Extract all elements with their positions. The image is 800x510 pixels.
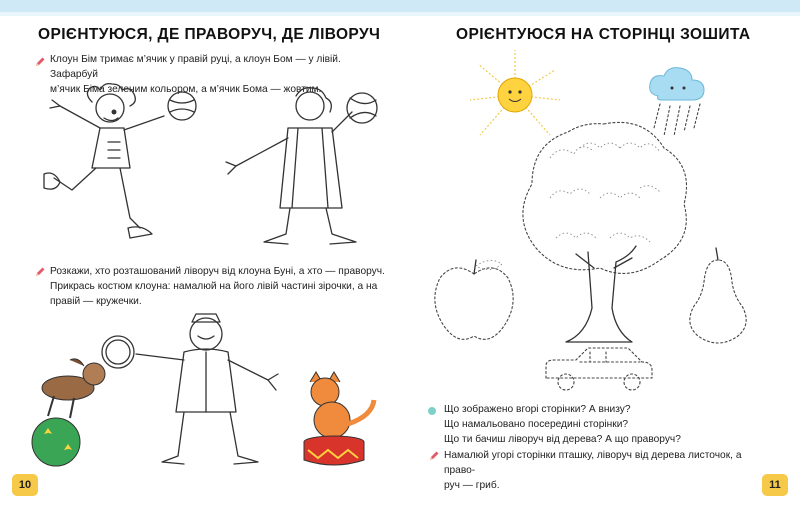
bullet-icon [428,407,436,415]
question-1: Що зображено вгорі сторінки? А внизу? [444,404,631,415]
apple-outline [432,256,518,346]
pencil-icon [34,266,46,278]
pear-outline [682,246,754,346]
car-outline [540,344,660,400]
pencil-icon [428,450,440,462]
questions [444,402,774,447]
task-2 [50,264,390,309]
clown-bom-illustration [218,88,388,253]
task-2-line-1: Розкажи, хто розташований ліворуч від клоуна Буні, а хто — праворуч. [50,266,385,277]
question-2: Що намальовано посередині сторінки? [444,419,629,430]
task-1-line-1: Клоун Бім тримає м’ячик у правій руці, а клоун Бом — у лівій. Зафарбуй [50,54,341,80]
page-number-right: 11 [762,474,788,496]
right-page-title: ОРІЄНТУЮСЯ НА СТОРІНЦІ ЗОШИТА [456,26,751,43]
page-number-left: 10 [12,474,38,496]
clown-bim-illustration [30,88,210,253]
clown-bunya-illustration [100,312,300,472]
tree-outline [510,118,700,348]
task-2-line-3: правій — кружечки. [50,296,142,307]
task-1-line-2: м’ячик Біма зеленим кольором, а м’ячик Бома — жовтим. [50,84,322,95]
question-3: Що ти бачиш ліворуч від дерева? А що праворуч? [444,434,681,445]
task-3-line-1: Намалюй угорі сторінки пташку, ліворуч від дерева листочок, а право- [444,450,742,476]
task-2-line-2: Прикрась костюм клоуна: намалюй на його лівій частині зірочки, а на [50,281,378,292]
left-page-title: ОРІЄНТУЮСЯ, ДЕ ПРАВОРУЧ, ДЕ ЛІВОРУЧ [38,26,381,43]
pencil-icon [34,56,46,68]
task-3 [444,448,774,493]
right-page [400,0,800,510]
task-3-line-2: руч — гриб. [444,480,500,491]
cat-on-drum-illustration [292,372,387,472]
